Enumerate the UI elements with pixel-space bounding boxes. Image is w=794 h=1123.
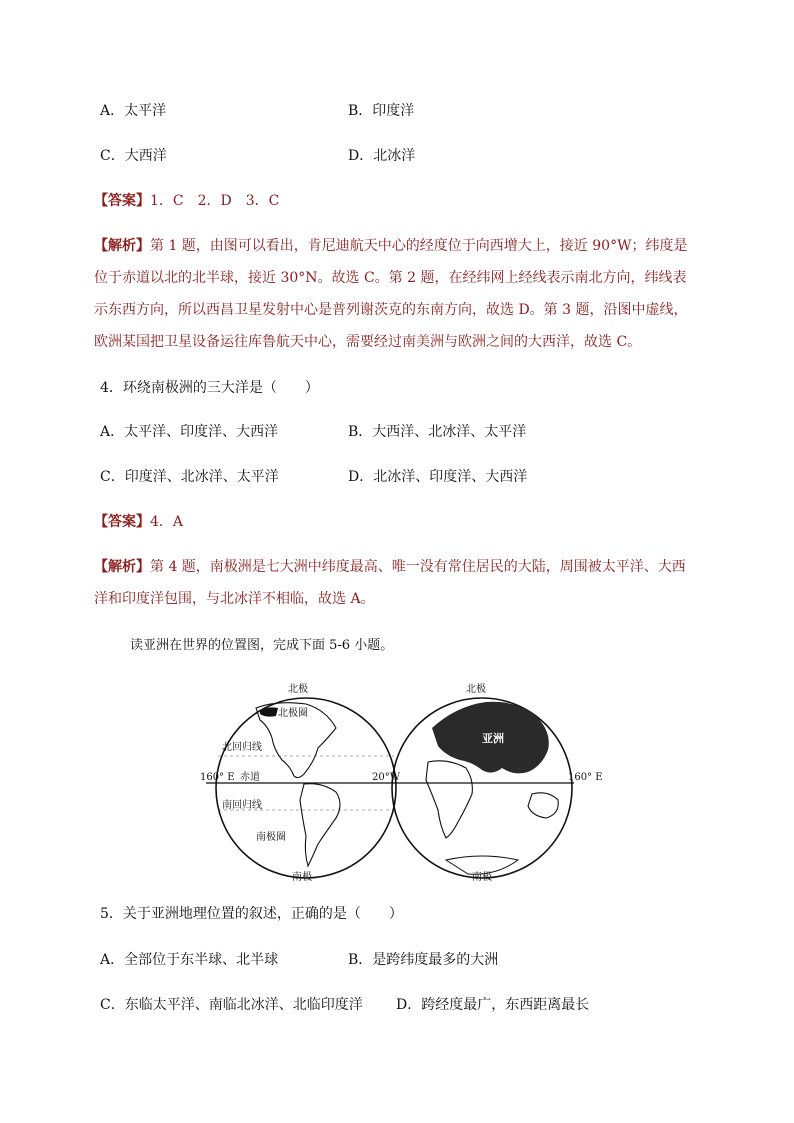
q3-option-b: B．印度洋 xyxy=(348,103,415,119)
q5-option-c: C．东临太平洋、南临北冰洋、北临印度洋 xyxy=(100,997,363,1013)
q5-option-b: B．是跨纬度最多的大洲 xyxy=(348,952,499,968)
q4-option-a: A．太平洋、印度洋、大西洋 xyxy=(100,424,279,440)
question-4-stem: 4．环绕南极洲的三大洋是（ ） xyxy=(100,380,319,396)
q4-option-b: B．大西洋、北冰洋、太平洋 xyxy=(348,424,527,440)
q3-option-a: A．太平洋 xyxy=(100,103,167,119)
north-pole-label-left: 北极 xyxy=(288,684,308,695)
arctic-circle-label: 北极圈 xyxy=(278,708,308,719)
analysis-text: 第 4 题，南极洲是七大洲中纬度最高、唯一没有常住居民的大陆，周围被太平洋、大西洋和印度洋包围，与北冰洋不相临，故选 A。 xyxy=(94,559,686,607)
australia-shape xyxy=(528,793,558,818)
q3-option-d: D．北冰洋 xyxy=(348,148,416,164)
answer-text: 1．C 2．D 3．C xyxy=(150,193,280,209)
longitude-label-mid: 20°W xyxy=(372,772,401,783)
answer-block-1-3 xyxy=(94,191,279,211)
analysis-tag: 【解析】 xyxy=(94,238,150,254)
south-america-shape xyxy=(300,784,340,866)
answer-tag: 【答案】 xyxy=(94,514,150,530)
answer-block-4 xyxy=(94,512,183,532)
south-pole-label-right: 南极 xyxy=(472,872,492,883)
q4-option-d: D．北冰洋、印度洋、大西洋 xyxy=(348,469,528,485)
answer-tag: 【答案】 xyxy=(94,193,150,209)
longitude-label-right: 160° E xyxy=(568,772,603,783)
q3-option-c: C．大西洋 xyxy=(100,148,167,164)
world-hemispheres-map xyxy=(196,676,606,886)
tropic-cancer-label: 北回归线 xyxy=(222,742,262,753)
analysis-block-4 xyxy=(94,551,694,615)
south-pole-label-left: 南极 xyxy=(292,872,312,883)
tropic-capricorn-label: 南回归线 xyxy=(222,800,262,811)
africa-shape xyxy=(426,761,472,838)
question-5-stem: 5．关于亚洲地理位置的叙述，正确的是（ ） xyxy=(100,906,403,922)
antarctic-circle-label: 南极圈 xyxy=(256,832,286,843)
analysis-tag: 【解析】 xyxy=(94,559,150,575)
q4-option-c: C．印度洋、北冰洋、太平洋 xyxy=(100,469,279,485)
analysis-text: 第 1 题，由图可以看出，肯尼迪航天中心的经度位于向西增大上，接近 90°W；纬度是位于赤道以北的北半球，接近 30°N。故选 C。第 2 题，在经纬网上经线表示南北方向，纬线表示东西方向，所以西昌卫星发射中心是普列谢茨克的东南方向，故选 D。第 3 题，沿图中虚线，欧洲某国把卫星设备运往库鲁航天中心，需要经过南美洲与欧洲之间的大西洋，故选 C。 xyxy=(94,238,688,350)
analysis-block-1-3 xyxy=(94,230,694,358)
answer-text: 4．A xyxy=(150,514,184,530)
q5-option-d: D．跨经度最广，东西距离最长 xyxy=(396,997,590,1013)
q5-option-a: A．全部位于东半球、北半球 xyxy=(100,952,279,968)
asia-label: 亚洲 xyxy=(482,732,504,745)
longitude-label-left: 160° E xyxy=(200,772,235,783)
equator-label: 赤道 xyxy=(240,772,260,783)
reading-instruction: 读亚洲在世界的位置图，完成下面 5-6 小题。 xyxy=(130,638,394,653)
north-pole-label-right: 北极 xyxy=(466,684,486,695)
